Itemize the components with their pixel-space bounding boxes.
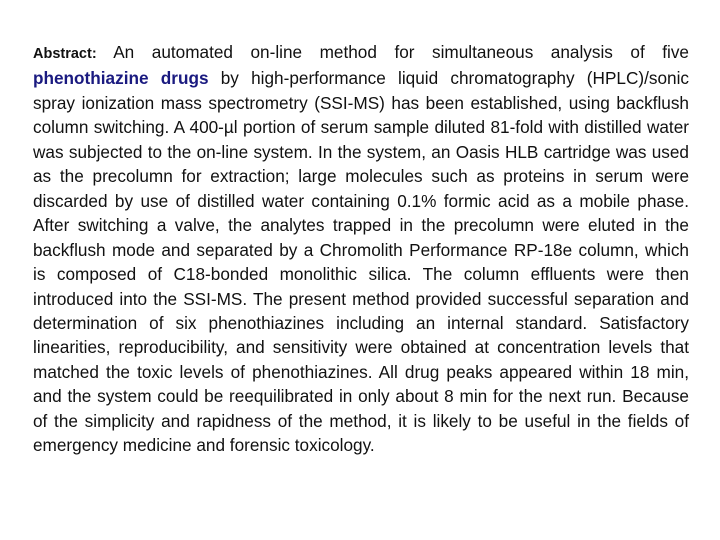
abstract-paragraph (33, 40, 689, 458)
abstract-keywords: phenothiazine drugs (33, 68, 209, 89)
abstract-label: Abstract: (33, 46, 97, 62)
abstract-text-intro: An automated on-line method for simultaneous analysis of five (96, 42, 689, 62)
abstract-text-body: by high-performance liquid chromatography (HPLC)/sonic spray ionization mass spectrometry (SSI-MS) has been established, using backflush column switching. A 400-µl portion of serum sample diluted 81-fold with distilled water was subjected to the on-line system. In the system, an Oasis HLB cartridge was used as the precolumn for extraction; large molecules such as proteins in serum were discarded by use of distilled water containing 0.1% formic acid as a mobile phase. After switching a valve, the analytes trapped in the precolumn were eluted in the backflush mode and separated by a Chromolith Performance RP-18e column, which is composed of C18-bonded monolithic silica. The column effluents were then introduced into the SSI-MS. The present method provided successful separation and determination of six phenothiazines including an internal standard. Satisfactory linearities, reproducibility, and sensitivity were obtained at concentration levels that matched the toxic levels of phenothiazines. All drug peaks appeared within 18 min, and the system could be reequilibrated in only about 8 min for the next run. Because of the simplicity and rapidness of the method, it is likely to be useful in the fields of emergency medicine and forensic toxicology. (33, 68, 690, 456)
